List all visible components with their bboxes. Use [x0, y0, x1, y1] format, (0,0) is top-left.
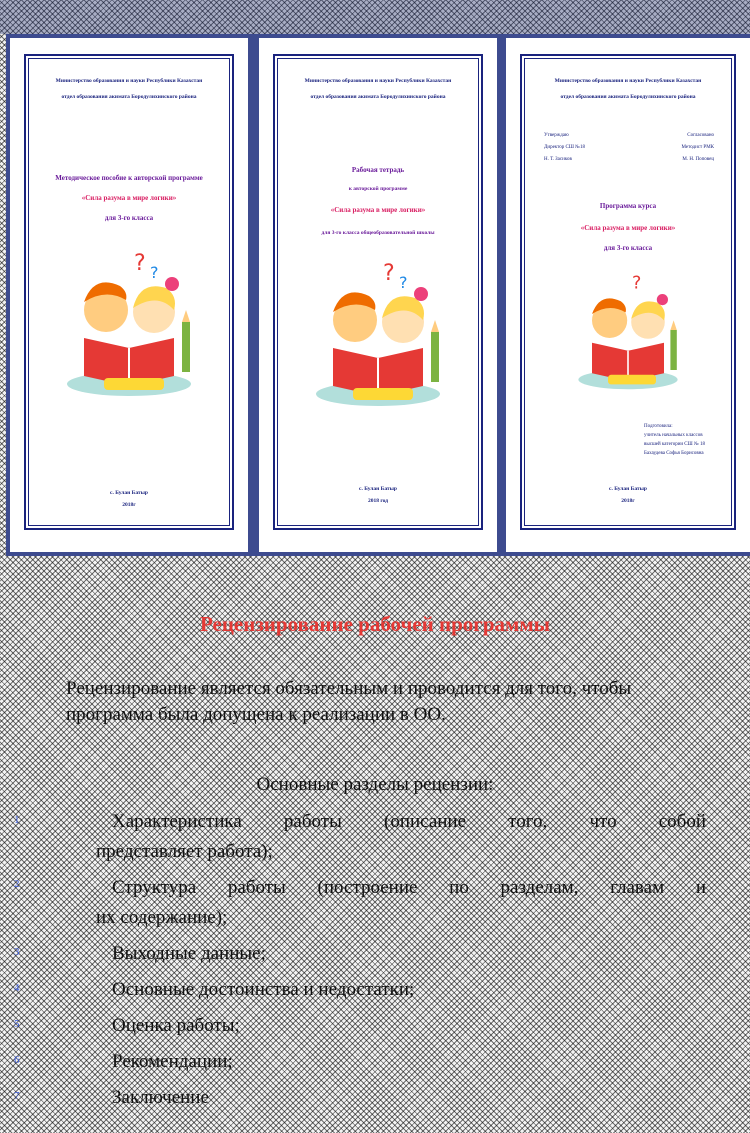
svg-text:?: ? [134, 252, 146, 276]
prepared-by-block [644, 422, 705, 458]
department-line: отдел образования акимата Бородулихинского района [61, 94, 197, 100]
children-reading-illustration [303, 262, 453, 412]
svg-text:?: ? [383, 262, 395, 286]
prepared-label: Подготовила: [644, 424, 673, 429]
cover-place: с. Булан Батыр [359, 486, 397, 492]
cover-year: 2018г [621, 498, 635, 504]
list-item: Структура работы (построение по разделам, главам и [112, 877, 706, 898]
cover-place: с. Булан Батыр [609, 486, 647, 492]
prepared-name: Бахаудева Софья Борисовна [644, 451, 704, 456]
list-item-continuation: представляет работа); [96, 841, 273, 862]
cover-title-line1: Методическое пособие к авторской программе [55, 174, 203, 182]
section-title: Рецензирование рабочей программы [199, 612, 551, 636]
list-item: Рекомендации; [112, 1051, 233, 1072]
list-item: Оценка работы; [112, 1015, 240, 1036]
agreement-person: М. Н. Поповец [682, 157, 714, 162]
list-number: 5 [14, 1018, 20, 1030]
cover-page-program [506, 38, 750, 552]
agreement-position: Методист РМК [681, 145, 714, 150]
ministry-line: Министерство образования и науки Республики Казахстан [55, 78, 203, 84]
cover-place: с. Булан Батыр [110, 490, 148, 496]
cover-year: 2018 год [367, 498, 389, 504]
cover-page-workbook [259, 38, 497, 552]
cover-title-line3: для 3-го класса [104, 214, 154, 222]
svg-text:?: ? [399, 273, 408, 292]
cover-title-line1: Программа курса [599, 202, 657, 210]
department-line: отдел образования акимата Бородулихинского района [310, 94, 446, 100]
cover-title-line2: «Сила разума в мире логики» [81, 194, 177, 202]
approval-block [544, 130, 585, 166]
section-subtitle: Основные разделы рецензии: [256, 774, 494, 795]
cover-title-line2: «Сила разума в мире логики» [580, 224, 676, 232]
list-number: 2 [14, 878, 20, 890]
ministry-line: Министерство образования и науки Республики Казахстан [554, 78, 702, 84]
list-number: 4 [14, 982, 20, 994]
cover-year: 2018г [122, 502, 136, 508]
list-item: Основные достоинства и недостатки; [112, 979, 415, 1000]
prepared-role: учитель начальных классов [644, 433, 703, 438]
svg-text:?: ? [632, 274, 642, 294]
cover-title-line1: Рабочая тетрадь [351, 166, 405, 174]
list-number: 7 [14, 1090, 20, 1102]
svg-text:?: ? [150, 263, 159, 282]
ministry-line: Министерство образования и науки Республики Казахстан [304, 78, 452, 84]
list-number: 1 [14, 814, 20, 826]
top-strip [0, 0, 750, 34]
department-line: отдел образования акимата Бородулихинского района [560, 94, 696, 100]
children-reading-illustration [568, 274, 688, 394]
cover-title-line4: для 3-го класса общеобразовательной школы [321, 230, 435, 236]
agreement-block [681, 130, 714, 166]
prepared-category: высшей категории СШ № 18 [644, 442, 705, 447]
approval-person: Н. Т. Засиков [544, 157, 572, 162]
list-item: Характеристика работы (описание того, что собой [112, 811, 706, 832]
approval-position: Директор СШ №18 [544, 145, 585, 150]
list-number: 3 [14, 946, 20, 958]
list-item: Заключение [112, 1087, 209, 1108]
children-reading-illustration [54, 252, 204, 402]
list-number: 6 [14, 1054, 20, 1066]
cover-pages-strip [6, 34, 750, 556]
cover-title-line2: к авторской программе [348, 186, 408, 192]
cover-page-methodical [10, 38, 248, 552]
cover-title-line3: «Сила разума в мире логики» [330, 206, 426, 214]
cover-title-line3: для 3-го класса [603, 244, 653, 252]
list-item: Выходные данные; [112, 943, 266, 964]
intro-paragraph: Рецензирование является обязательным и проводится для того, чтобы программа была допущена к реализации в ОО. [66, 678, 632, 725]
approval-label: Утверждаю [544, 133, 569, 138]
list-item-continuation: их содержание); [96, 907, 228, 928]
agreement-label: Согласовано [687, 133, 714, 138]
